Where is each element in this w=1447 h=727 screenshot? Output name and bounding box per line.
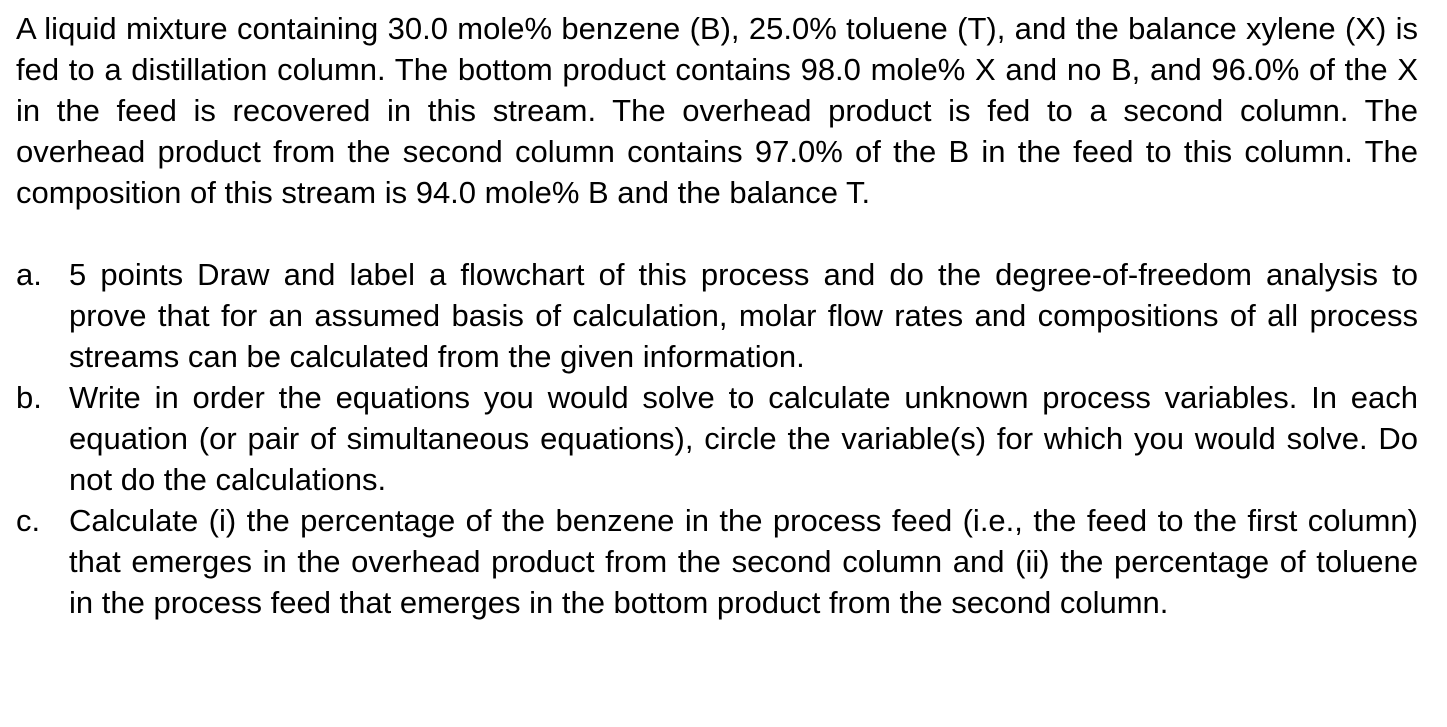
question-c: [16, 500, 1418, 623]
question-b-text: Write in order the equations you would solve to calculate unknown process variables. In each equation (or pair of simultaneous equations), circle the variable(s) for which you would solve. Do not do the calculations.: [69, 380, 1418, 497]
question-b: [16, 377, 1418, 500]
question-list: [16, 254, 1418, 623]
problem-statement: A liquid mixture containing 30.0 mole% benzene (B), 25.0% toluene (T), and the balance xylene (X) is fed to a distillation column. The bottom product contains 98.0 mole% X and no B, and 96.0% of the X in the feed is recovered in this stream. The overhead product is fed to a second column. The overhead product from the second column contains 97.0% of the B in the feed to this column. The composition of this stream is 94.0 mole% B and the balance T.: [16, 11, 1418, 210]
question-b-marker: b.: [16, 380, 42, 415]
question-c-marker: c.: [16, 503, 41, 538]
question-a: [16, 254, 1418, 377]
problem-document: [16, 8, 1418, 623]
question-c-text: Calculate (i) the percentage of the benzene in the process feed (i.e., the feed to the first column) that emerges in the overhead product from the second column and (ii) the percentage of toluene in the process feed that emerges in the bottom product from the second column.: [69, 503, 1418, 620]
question-a-marker: a.: [16, 257, 42, 292]
question-a-text: 5 points Draw and label a flowchart of this process and do the degree-of-freedom analysis to prove that for an assumed basis of calculation, molar flow rates and compositions of all process streams can be calculated from the given information.: [69, 257, 1418, 374]
paragraph-spacer: [16, 213, 1418, 254]
